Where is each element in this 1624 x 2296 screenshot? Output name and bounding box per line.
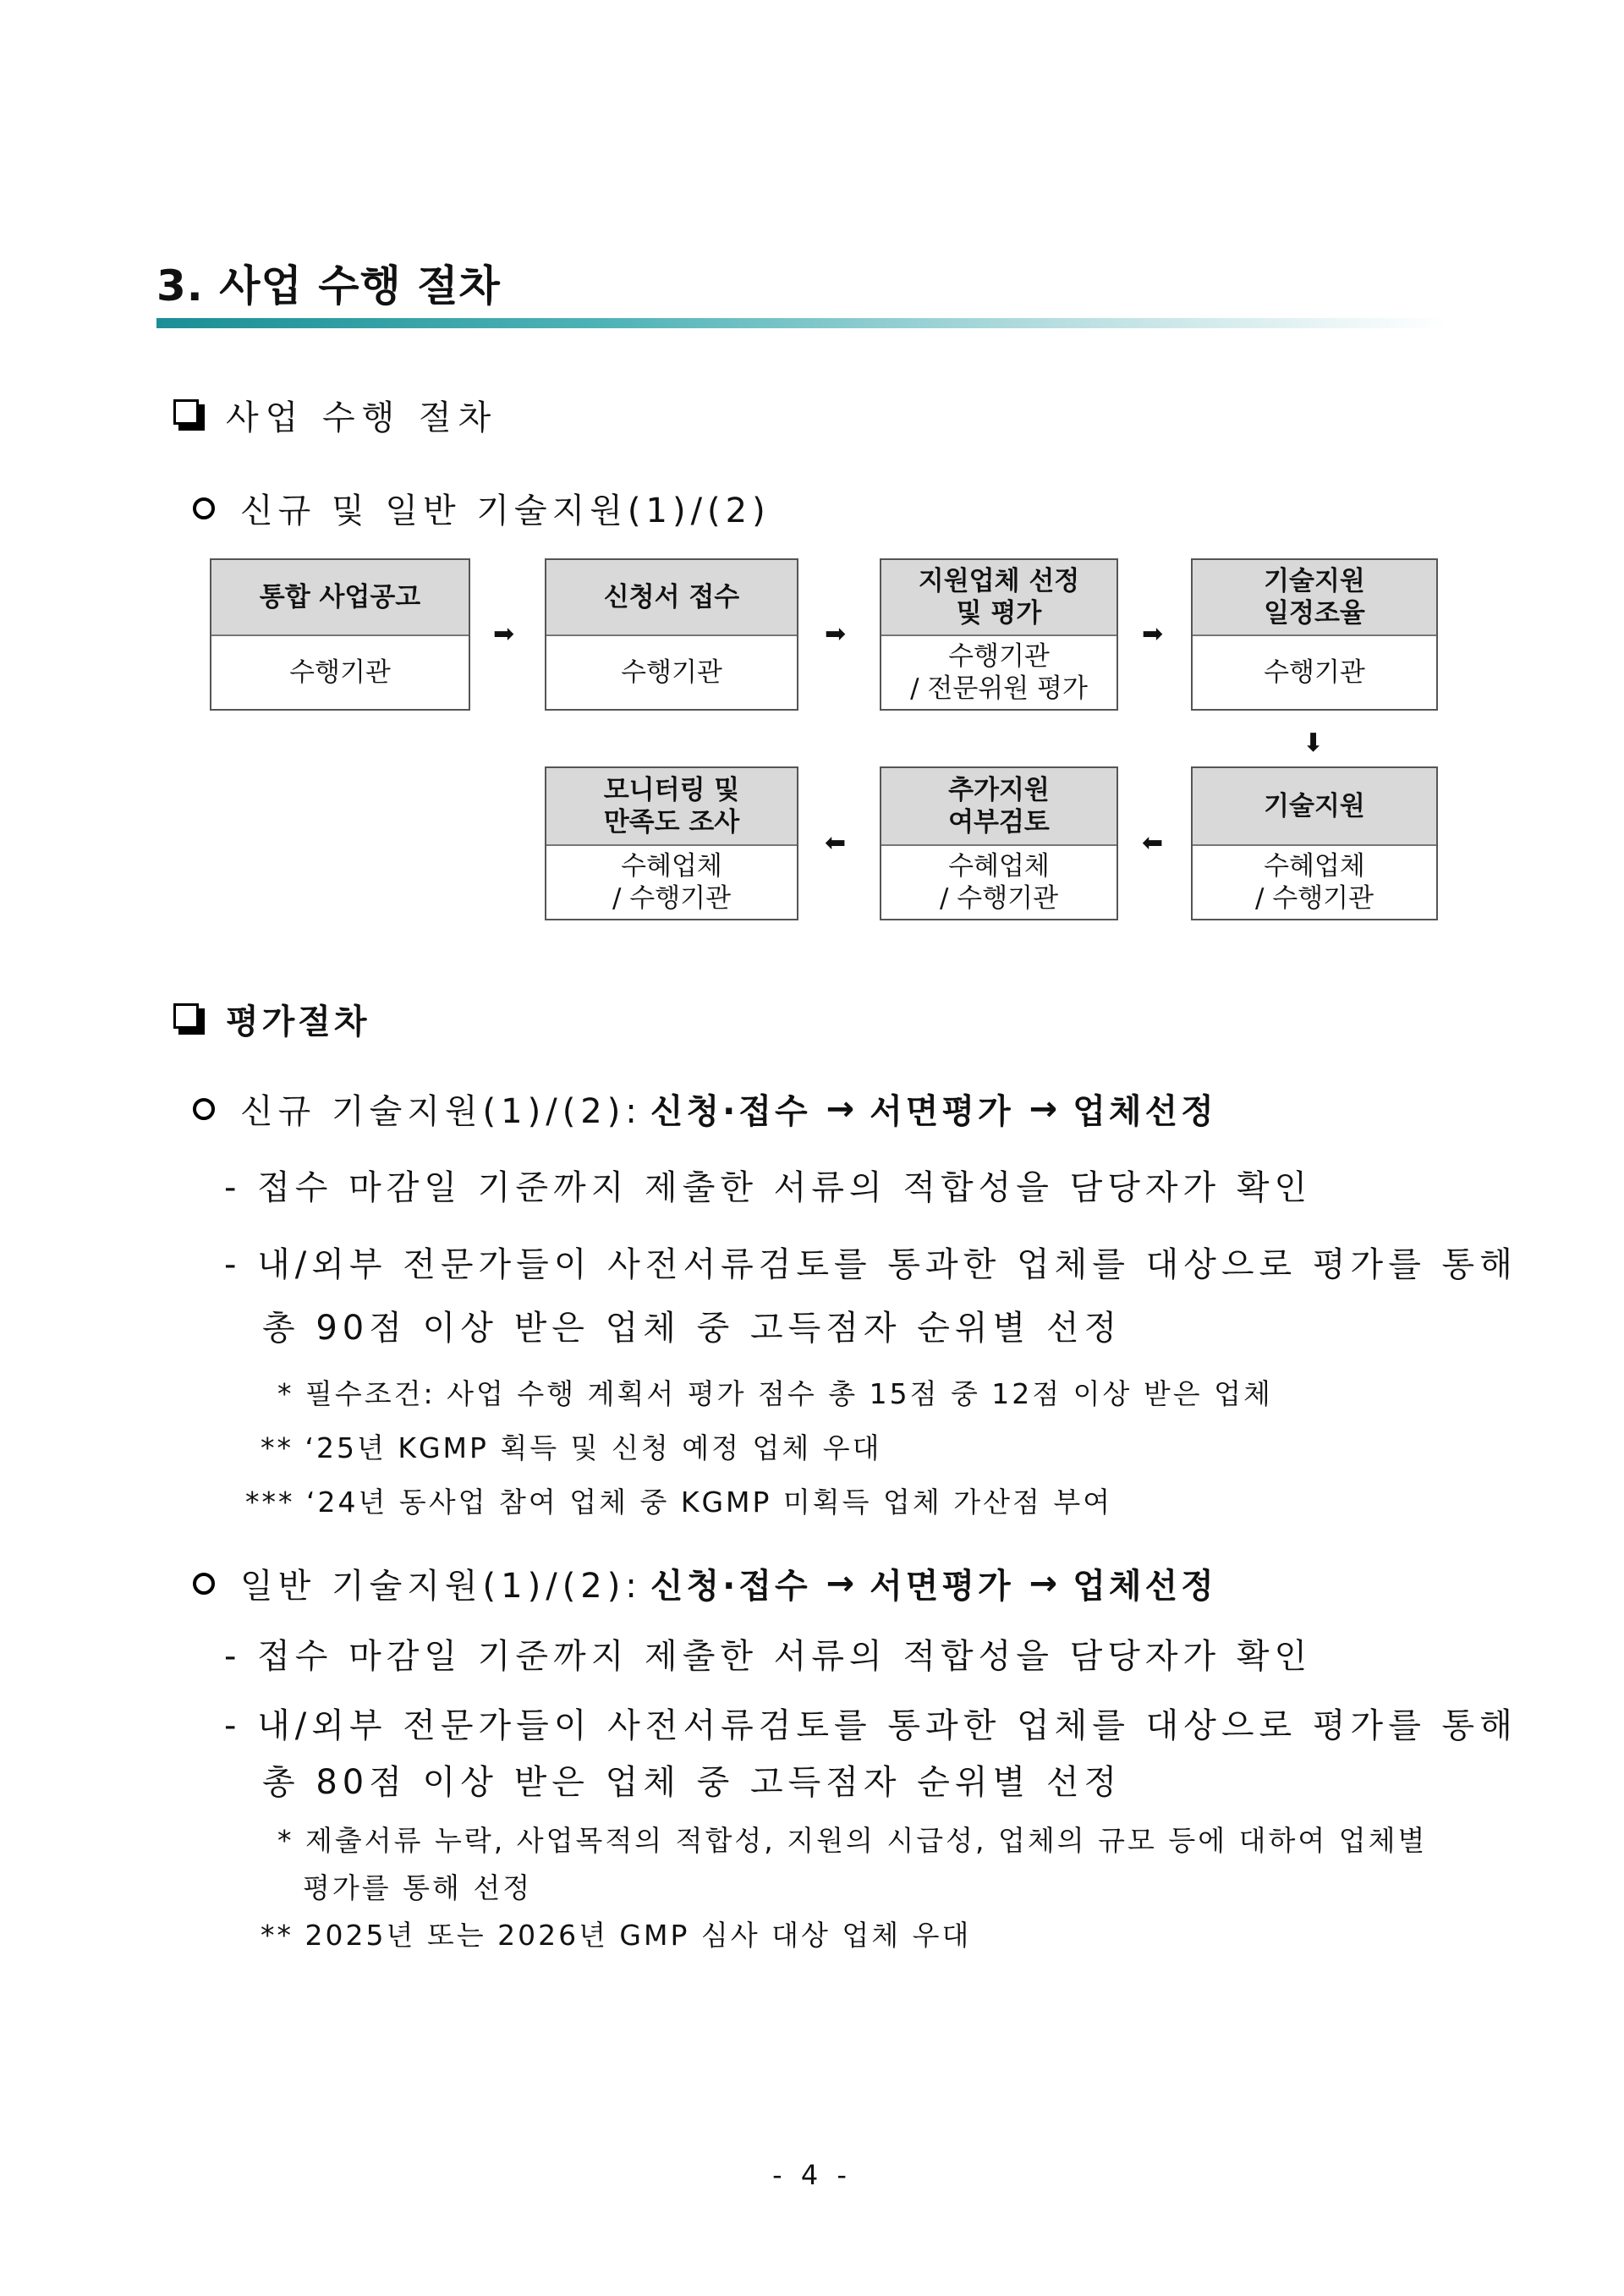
new-item-2-line2: 총 90점 이상 받은 업체 중 고득점자 순위별 선정 — [262, 1309, 1122, 1348]
flow-box-additional-review — [880, 766, 1118, 920]
circle-bullet-icon — [193, 1573, 215, 1595]
flow-box-title: 기술지원 일정조율 — [1264, 566, 1365, 629]
arrow-right-icon: → — [1029, 1563, 1058, 1603]
section-title: 3. 사업 수행 절차 — [156, 261, 501, 310]
right-arrow-icon: ➡ — [1142, 619, 1164, 649]
flow-box-actor: 수행기관 — [289, 657, 391, 688]
flow-box-actor: 수행기관 — [621, 657, 722, 688]
step-apply: 신청·접수 — [650, 1092, 811, 1131]
arrow-right-icon: → — [826, 1563, 855, 1603]
general-support-label: 일반 기술지원(1)/(2): — [240, 1567, 642, 1606]
evaluation-heading — [173, 995, 370, 1043]
new-note-2: ** ‘25년 KGMP 획득 및 신청 예정 업체 우대 — [261, 1431, 882, 1464]
flow-box-title: 모니터링 및 만족도 조사 — [603, 775, 740, 838]
procedure-subheading — [193, 484, 771, 532]
flow-box-announcement — [210, 558, 470, 711]
arrow-right-icon: → — [1029, 1089, 1058, 1129]
arrow-right-icon: → — [826, 1089, 855, 1129]
new-item-1: - 접수 마감일 기준까지 제출한 서류의 적합성을 담당자가 확인 — [224, 1168, 1313, 1207]
flow-box-actor: 수혜업체 / 수행기관 — [612, 851, 732, 914]
new-note-1: * 필수조건: 사업 수행 계획서 평가 점수 총 15점 중 12점 이상 받은 업체 — [277, 1377, 1273, 1410]
general-note-1-line2: 평가를 통해 선정 — [303, 1871, 533, 1904]
checkbox-square-icon — [173, 1003, 206, 1035]
procedure-heading-text: 사업 수행 절차 — [226, 398, 498, 437]
flow-box-actor: 수행기관 — [1264, 657, 1365, 688]
page-number: - 4 - — [772, 2159, 852, 2191]
flow-box-actor: 수혜업체 / 수행기관 — [939, 851, 1059, 914]
step-select: 업체선정 — [1073, 1567, 1217, 1606]
new-note-3: *** ‘24년 동사업 참여 업체 중 KGMP 미획득 업체 가산점 부여 — [245, 1486, 1113, 1519]
left-arrow-icon: ⬅ — [1142, 828, 1164, 858]
general-item-1: - 접수 마감일 기준까지 제출한 서류의 적합성을 담당자가 확인 — [224, 1637, 1313, 1676]
flow-box-title: 기술지원 — [1264, 791, 1365, 821]
flow-box-monitoring — [545, 766, 798, 920]
general-item-2-line2: 총 80점 이상 받은 업체 중 고득점자 순위별 선정 — [262, 1763, 1122, 1802]
circle-bullet-icon — [193, 1098, 215, 1120]
down-arrow-icon: ⬇ — [1303, 728, 1325, 758]
flow-box-application — [545, 558, 798, 711]
step-review: 서면평가 — [870, 1092, 1014, 1131]
flow-box-selection — [880, 558, 1118, 711]
step-apply: 신청·접수 — [650, 1567, 811, 1606]
general-item-2-line1: - 내/외부 전문가들이 사전서류검토를 통과한 업체를 대상으로 평가를 통해 — [224, 1706, 1517, 1745]
step-review: 서면평가 — [870, 1567, 1014, 1606]
flow-box-tech-support — [1191, 766, 1438, 920]
flow-box-title: 지원업체 선정 및 평가 — [918, 566, 1080, 629]
new-item-2-line1: - 내/외부 전문가들이 사전서류검토를 통과한 업체를 대상으로 평가를 통해 — [224, 1245, 1517, 1284]
evaluation-heading-text: 평가절차 — [226, 1002, 370, 1041]
new-support-line — [193, 1085, 1217, 1133]
general-support-line — [193, 1559, 1217, 1607]
flow-box-scheduling — [1191, 558, 1438, 711]
flow-box-title: 신청서 접수 — [603, 582, 740, 612]
left-arrow-icon: ⬅ — [825, 828, 847, 858]
section-title-rule — [156, 318, 1446, 328]
procedure-subheading-text: 신규 및 일반 기술지원(1)/(2) — [240, 492, 771, 530]
general-note-2: ** 2025년 또는 2026년 GMP 심사 대상 업체 우대 — [261, 1919, 972, 1952]
flow-box-title: 통합 사업공고 — [259, 582, 421, 612]
checkbox-square-icon — [173, 399, 206, 431]
new-support-label: 신규 기술지원(1)/(2): — [240, 1092, 642, 1131]
procedure-heading — [173, 391, 497, 439]
right-arrow-icon: ➡ — [825, 619, 847, 649]
flow-box-actor: 수혜업체 / 수행기관 — [1254, 851, 1374, 914]
flow-box-actor: 수행기관 / 전문위원 평가 — [910, 641, 1088, 704]
right-arrow-icon: ➡ — [493, 619, 515, 649]
flow-box-title: 추가지원 여부검토 — [948, 775, 1050, 838]
circle-bullet-icon — [193, 497, 215, 519]
step-select: 업체선정 — [1073, 1092, 1217, 1131]
general-note-1-line1: * 제출서류 누락, 사업목적의 적합성, 지원의 시급성, 업체의 규모 등에 대하여 업체별 — [277, 1824, 1428, 1857]
